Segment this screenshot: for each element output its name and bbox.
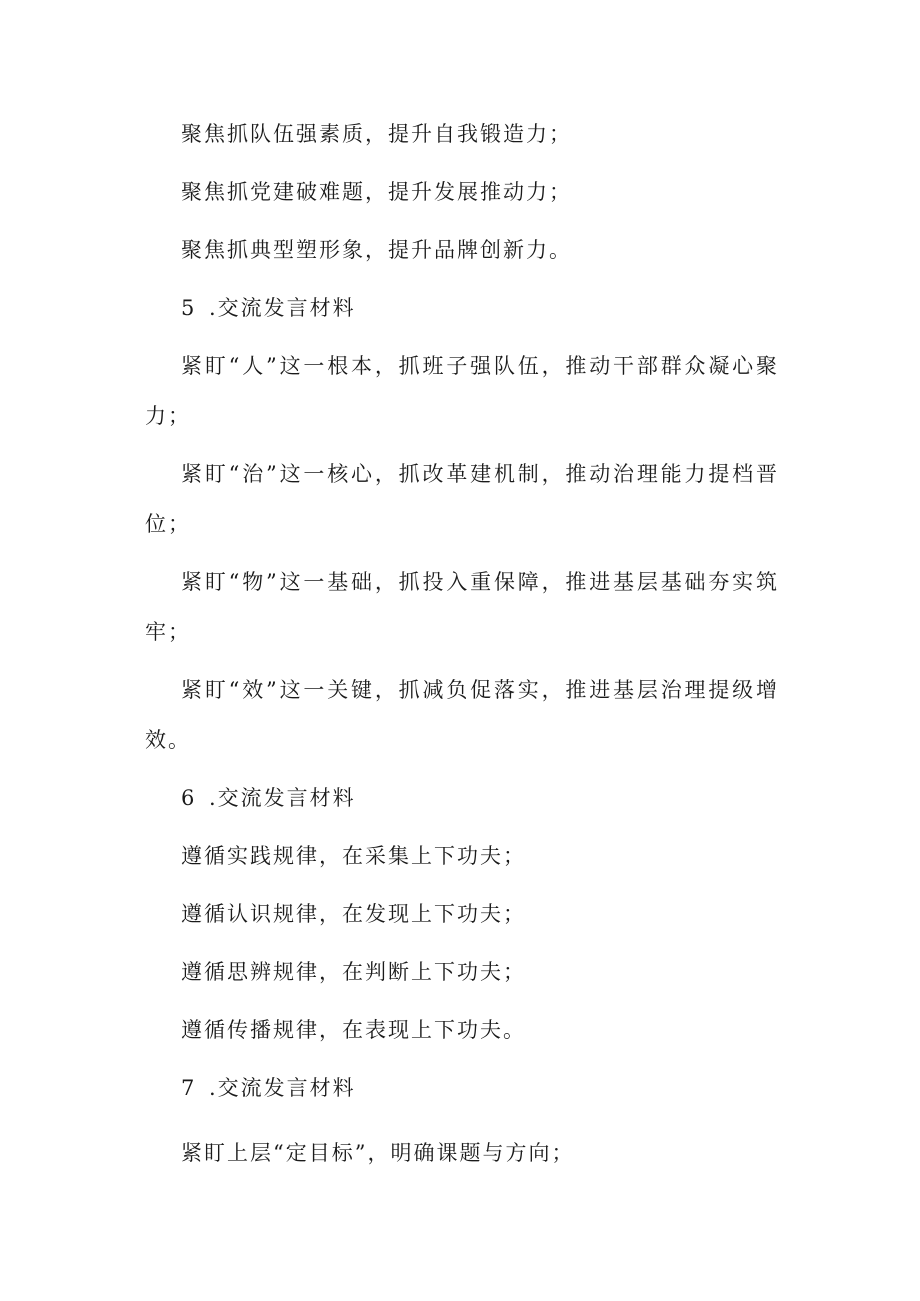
paragraph-6-line-1: 紧盯“物”这一基础，抓投入重保障，推进基层基础夯实筑 — [181, 570, 777, 594]
paragraph-5-line-2: 位； — [145, 512, 191, 536]
section-title: .交流发言材料 — [209, 296, 356, 320]
paragraph-5-line-1: 紧盯“治”这一核心，抓改革建机制，推动治理能力提档晋 — [181, 462, 777, 486]
paragraph-4-line-1: 紧盯“人”这一根本，抓班子强队伍，推动干部群众凝心聚 — [181, 354, 777, 378]
paragraph-12: 紧盯上层“定目标”，明确课题与方向； — [181, 1141, 575, 1165]
section-number: 6 — [181, 786, 197, 810]
section-heading-5 — [181, 298, 356, 319]
section-number: 5 — [181, 296, 197, 320]
section-number: 7 — [181, 1076, 197, 1100]
section-heading-6 — [181, 788, 356, 809]
paragraph-8: 遵循实践规律，在采集上下功夫； — [181, 844, 526, 868]
paragraph-1: 聚焦抓队伍强素质，提升自我锻造力； — [181, 122, 572, 146]
section-title: .交流发言材料 — [209, 1076, 356, 1100]
paragraph-2: 聚焦抓党建破难题，提升发展推动力； — [181, 180, 572, 204]
paragraph-3: 聚焦抓典型塑形象，提升品牌创新力。 — [181, 238, 572, 262]
paragraph-6-line-2: 牢； — [145, 620, 191, 644]
section-heading-7 — [181, 1078, 356, 1099]
paragraph-4-line-2: 力； — [145, 404, 191, 428]
section-title: .交流发言材料 — [209, 786, 356, 810]
paragraph-10: 遵循思辨规律，在判断上下功夫； — [181, 960, 526, 984]
paragraph-7-line-1: 紧盯“效”这一关键，抓减负促落实，推进基层治理提级增 — [181, 678, 777, 702]
paragraph-7-line-2: 效。 — [145, 728, 191, 752]
paragraph-9: 遵循认识规律，在发现上下功夫； — [181, 902, 526, 926]
paragraph-11: 遵循传播规律，在表现上下功夫。 — [181, 1018, 526, 1042]
